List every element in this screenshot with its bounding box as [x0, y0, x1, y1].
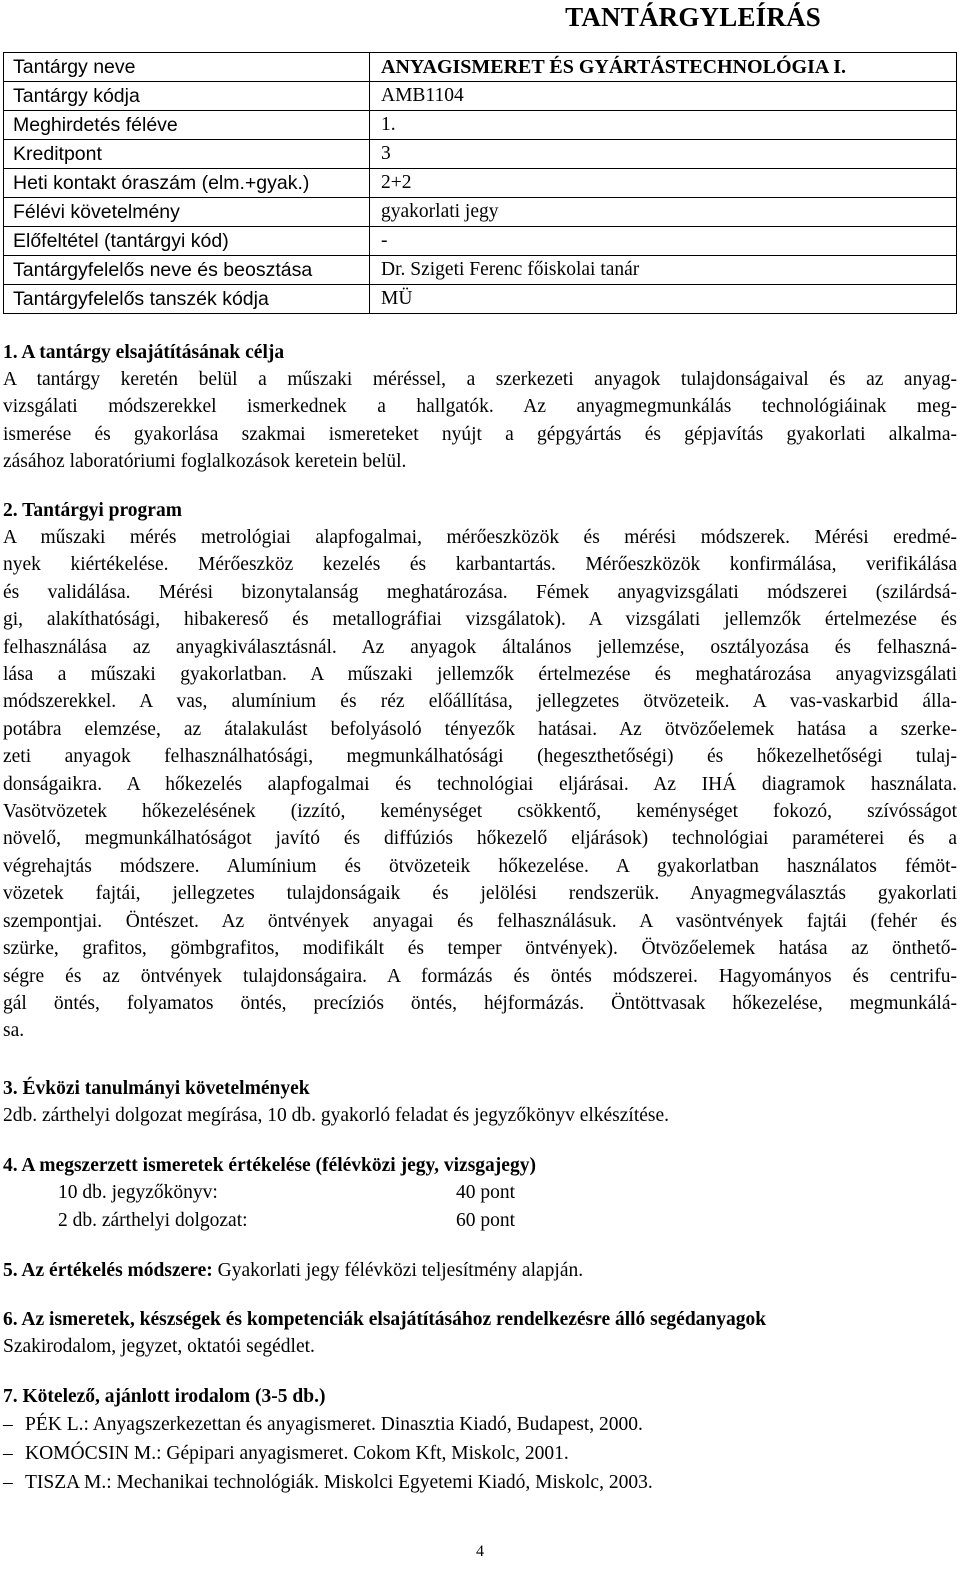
- paragraph-line: módszerekkel. A vas, alumínium és réz előállítása, jellegzetes ötvözeteik. A vas-vaskarbid álla-: [3, 691, 957, 713]
- paragraph-line: és validálása. Mérési bizonytalanság meghatározása. Fémek anyagvizsgálati módszerei (szilárdsá-: [3, 581, 957, 603]
- table-row: [4, 82, 957, 111]
- literature-item: [3, 1410, 957, 1439]
- section-paragraph: [3, 366, 957, 476]
- section-requirements: [3, 1075, 957, 1130]
- grade-row: [3, 1179, 957, 1207]
- paragraph-line: vizsgálati módszerekkel ismerkednek a hallgatók. Az anyagmegmunkálás technológiáinak meg-: [3, 396, 957, 418]
- row-value: -: [370, 227, 957, 256]
- table-row: [4, 227, 957, 256]
- literature-text: KOMÓCSIN M.: Gépipari anyagismeret. Cokom Kft, Miskolc, 2001.: [25, 1443, 569, 1464]
- section-materials: [3, 1306, 957, 1361]
- row-label: Félévi követelmény: [4, 198, 370, 227]
- table-row: [4, 111, 957, 140]
- section-heading: 3. Évközi tanulmányi követelmények: [3, 1078, 310, 1099]
- paragraph-line: gál öntés, folyamatos öntés, precíziós öntés, héjformázás. Öntöttvasak hőkezelése, megmunkálá-: [3, 992, 957, 1014]
- dash-bullet-icon: –: [3, 1414, 13, 1435]
- grade-value: 60 pont: [456, 1210, 516, 1231]
- row-value: Dr. Szigeti Ferenc főiskolai tanár: [370, 256, 957, 285]
- section-evaluation: [3, 1152, 957, 1235]
- section-literature: [3, 1383, 957, 1497]
- section-method: [3, 1257, 957, 1285]
- literature-text: TISZA M.: Mechanikai technológiák. Miskolci Egyetemi Kiadó, Miskolc, 2003.: [25, 1472, 653, 1493]
- literature-item: [3, 1468, 957, 1497]
- paragraph-line: vözetek fajtái, jellegzetes tulajdonságaik és jelölési rendszerük. Anyagmegválasztás gyakorlati: [3, 883, 957, 905]
- section-heading: 4. A megszerzett ismeretek értékelése (félévközi jegy, vizsgajegy): [3, 1155, 536, 1176]
- section-text: Szakirodalom, jegyzet, oktatói segédlet.: [3, 1336, 315, 1357]
- paragraph-line: felhasználása az anyagkiválasztásnál. Az anyagok általános jellemzése, osztályozása és felhaszná-: [3, 636, 957, 658]
- paragraph-line: végrehajtás módszere. Alumínium és ötvözeteik hőkezelése. A gyakorlatban használatos fémöt-: [3, 855, 957, 877]
- literature-item: [3, 1439, 957, 1468]
- row-label: Tantárgy neve: [4, 53, 370, 82]
- grade-label: 10 db. jegyzőkönyv:: [58, 1182, 218, 1203]
- paragraph-line: A tantárgy keretén belül a műszaki méréssel, a szerkezeti anyagok tulajdonságaival és az anyag-: [3, 369, 957, 390]
- course-info-table: [3, 52, 957, 314]
- grade-label: 2 db. zárthelyi dolgozat:: [58, 1210, 248, 1231]
- paragraph-line: donságaikra. A hőkezelés alapfogalmai és technológiai eljárásai. Az IHÁ diagramok használata.: [3, 773, 957, 795]
- section-heading: 1. A tantárgy elsajátításának célja: [3, 342, 285, 363]
- row-value: 1.: [370, 111, 957, 140]
- row-label: Előfeltétel (tantárgyi kód): [4, 227, 370, 256]
- paragraph-line: szürke, grafitos, gömbgrafitos, modifikált és temper öntvények). Ötvözőelemek hatása az önthető-: [3, 938, 957, 960]
- row-label: Tantárgyfelelős tanszék kódja: [4, 285, 370, 314]
- section-goal: [3, 339, 957, 476]
- table-row: [4, 198, 957, 227]
- section-heading: 7. Kötelező, ajánlott irodalom (3-5 db.): [3, 1386, 326, 1407]
- table-row: [4, 53, 957, 82]
- paragraph-line: ségre és az öntvények tulajdonságaira. A formázás és öntés módszerei. Hagyományos és centrifu-: [3, 965, 957, 987]
- paragraph-line: Vasötvözetek hőkezelésének (izzító, keménységet csökkentő, keménységet fokozó, szívósságot: [3, 801, 957, 823]
- section-heading: 5. Az értékelés módszere:: [3, 1260, 213, 1281]
- row-value: MÜ: [370, 285, 957, 314]
- paragraph-line: lása a műszaki gyakorlatban. A műszaki jellemzők értelmezése és meghatározása anyagvizsgálati: [3, 664, 957, 686]
- paragraph-line: nyek kiértékelése. Mérőeszköz kezelés és karbantartás. Mérőeszközök konfirmálása, verifikálása: [3, 554, 957, 576]
- table-row: [4, 285, 957, 314]
- section-heading: 6. Az ismeretek, készségek és kompetenciák elsajátításához rendelkezésre álló segédanyagok: [3, 1309, 767, 1330]
- table-row: [4, 256, 957, 285]
- row-value: gyakorlati jegy: [370, 198, 957, 227]
- grade-row: [3, 1207, 957, 1235]
- section-text: 2db. zárthelyi dolgozat megírása, 10 db. gyakorló feladat és jegyzőkönyv elkészítése.: [3, 1105, 670, 1126]
- paragraph-line: A műszaki mérés metrológiai alapfogalmai, mérőeszközök és mérési módszerek. Mérési eredmé-: [3, 527, 957, 548]
- row-label: Heti kontakt óraszám (elm.+gyak.): [4, 169, 370, 198]
- row-label: Kreditpont: [4, 140, 370, 169]
- section-heading: 2. Tantárgyi program: [3, 500, 182, 521]
- paragraph-line: növelő, megmunkálhatóságot javító és diffúziós hőkezelő eljárások) technológiai paraméterei és a: [3, 828, 957, 850]
- table-row: [4, 140, 957, 169]
- row-value: AMB1104: [370, 82, 957, 111]
- row-label: Tantárgyfelelős neve és beosztása: [4, 256, 370, 285]
- dash-bullet-icon: –: [3, 1472, 13, 1493]
- section-paragraph: [3, 524, 957, 1045]
- paragraph-line: zásához laboratóriumi foglalkozások keretein belül.: [3, 451, 407, 473]
- grade-value: 40 pont: [456, 1182, 516, 1203]
- document-title: TANTÁRGYLEÍRÁS: [565, 2, 821, 32]
- paragraph-line: szempontjai. Öntészet. Az öntvények anyagai és felhasználásuk. A vasöntvények fajtái (fehér és: [3, 910, 957, 932]
- table-row: [4, 169, 957, 198]
- page-number: 4: [476, 1543, 484, 1560]
- paragraph-line: zeti anyagok felhasználhatósági, megmunkálhatósági (hegeszthetőségi) és hőkezelhetőségi tulaj-: [3, 746, 957, 768]
- dash-bullet-icon: –: [3, 1443, 13, 1464]
- row-value: 3: [370, 140, 957, 169]
- section-text: Gyakorlati jegy félévközi teljesítmény alapján.: [217, 1260, 584, 1281]
- course-name-value: ANYAGISMERET ÉS GYÁRTÁSTECHNOLÓGIA I.: [370, 53, 957, 82]
- row-value: 2+2: [370, 169, 957, 198]
- paragraph-line: gi, alakíthatósági, hibakereső és metallográfiai vizsgálatok). A vizsgálati jellemzők értelmezése és: [3, 609, 957, 631]
- paragraph-line: sa.: [3, 1020, 25, 1042]
- section-program: [3, 497, 957, 1045]
- literature-text: PÉK L.: Anyagszerkezettan és anyagismeret. Dinasztia Kiadó, Budapest, 2000.: [25, 1414, 643, 1435]
- row-label: Tantárgy kódja: [4, 82, 370, 111]
- row-label: Meghirdetés féléve: [4, 111, 370, 140]
- paragraph-line: ismerése és gyakorlása szakmai ismereteket nyújt a gépgyártás és gépjavítás gyakorlati alkalma-: [3, 423, 957, 445]
- paragraph-line: potábra elemzése, az átalakulást befolyásoló tényezők hatásai. Az ötvözőelemek hatása a szerke-: [3, 718, 957, 740]
